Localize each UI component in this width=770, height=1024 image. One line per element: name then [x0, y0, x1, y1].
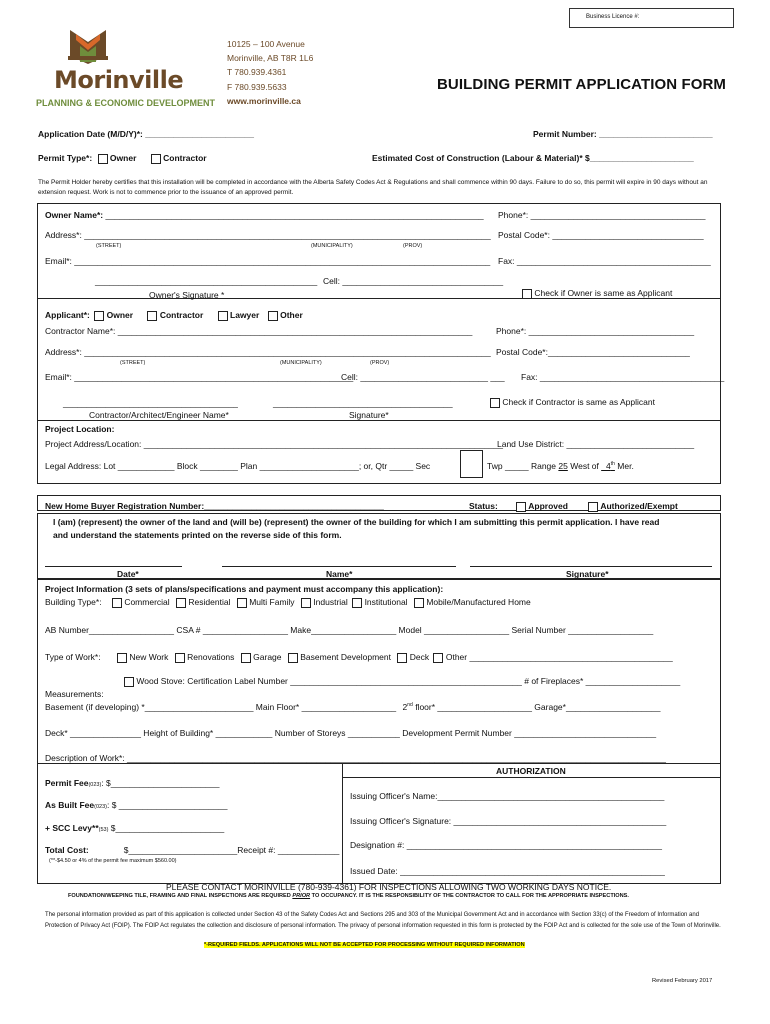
description-of-work-field[interactable]: Description of Work*: __________________________________________________________________________________________________________________: [45, 753, 666, 763]
applicant-owner-checkbox[interactable]: [94, 311, 104, 321]
address-line-2: Morinville, AB T8R 1L6: [227, 53, 314, 64]
contractor-same-label: Check if Contractor is same as Applicant: [502, 397, 655, 407]
range-value: 25: [558, 461, 568, 471]
work-new-checkbox[interactable]: [117, 653, 127, 663]
township-range-field[interactable]: [487, 461, 634, 471]
building-type-commercial-checkbox[interactable]: [112, 598, 122, 608]
work-deck-label: Deck: [409, 652, 430, 662]
permit-fee-field[interactable]: Permit Fee(023): $_______________________: [45, 778, 220, 788]
form-title: BUILDING PERMIT APPLICATION FORM: [437, 76, 727, 93]
fax-number: F 780.939.5633: [227, 81, 287, 92]
building-type-multi-family-checkbox[interactable]: [237, 598, 247, 608]
owner-signature-label: Owner's Signature *: [149, 290, 225, 300]
building-type-residential-label: Residential: [188, 597, 231, 607]
designation-field[interactable]: Designation #: ______________________________________________________: [350, 840, 662, 850]
work-basement-checkbox[interactable]: [288, 653, 298, 663]
total-cost-label: Total Cost:: [45, 845, 89, 855]
work-renovations-checkbox[interactable]: [175, 653, 185, 663]
fees-vertical-divider: [342, 763, 343, 884]
applicant-label: Applicant*:: [45, 310, 90, 320]
business-licence-label: Business Licence #:: [586, 14, 640, 20]
application-date-field[interactable]: Application Date (M/D/Y)*: _______________________: [38, 129, 254, 139]
permit-type-row: [38, 153, 207, 164]
prov-caption: (PROV): [370, 360, 390, 366]
status-approved-checkbox[interactable]: [516, 502, 526, 512]
twp-label: Twp _____ Range: [487, 461, 556, 471]
section-divider: [37, 420, 721, 421]
owner-signature-line[interactable]: _______________________________________________: [95, 276, 318, 286]
applicant-owner-label: Owner: [106, 310, 134, 320]
authorization-divider: [342, 777, 721, 778]
project-address-field[interactable]: Project Address/Location: ____________________________________________________________________________: [45, 439, 504, 449]
work-deck-checkbox[interactable]: [397, 653, 407, 663]
west-of-label: West of: [570, 461, 599, 471]
street-caption: (STREET): [96, 243, 122, 249]
building-type-multi-family-label: Multi Family: [249, 597, 295, 607]
land-use-district-field[interactable]: Land Use District: ___________________________: [497, 439, 695, 449]
inspection-contact-notice: PLEASE CONTACT MORINVILLE (780-939-4361) FOR INSPECTIONS ALLOWING TWO WORKING DAYS NOTICE.: [166, 882, 612, 892]
measurements-label: Measurements:: [45, 689, 104, 699]
authorization-heading: AUTHORIZATION: [496, 766, 566, 776]
permit-type-label: Permit Type*:: [38, 153, 93, 163]
morinville-logo: [36, 26, 226, 116]
owner-same-label: Check if Owner is same as Applicant: [534, 288, 673, 298]
second-floor-field[interactable]: 2nd floor* ____________________ Garage*____________________: [402, 702, 661, 712]
work-new-label: New Work: [129, 652, 169, 662]
basement-field[interactable]: Basement (if developing) *_______________________ Main Floor* ____________________: [45, 702, 397, 712]
type-of-work-label: Type of Work*:: [45, 652, 101, 662]
applicant-row: [45, 310, 303, 321]
signature-line[interactable]: [470, 566, 712, 567]
building-type-residential-checkbox[interactable]: [176, 598, 186, 608]
work-other-checkbox[interactable]: [433, 653, 443, 663]
issuing-officer-name-field[interactable]: Issuing Officer's Name:________________________________________________: [350, 791, 665, 801]
applicant-signature-line[interactable]: ______________________________________: [273, 398, 453, 408]
required-fields-notice: *-REQUIRED FIELDS. APPLICATIONS WILL NOT BE ACCEPTED FOR PROCESSING WITHOUT REQUIRED INFORMATION: [204, 942, 525, 948]
applicant-address-field[interactable]: Address*: ______________________________________________________________________________________: [45, 347, 491, 357]
street-caption: (STREET): [120, 360, 146, 366]
owner-name-field[interactable]: Owner Name*: ________________________________________________________________________________: [45, 210, 484, 220]
measurements-row[interactable]: [45, 702, 661, 712]
brand-department: PLANNING & ECONOMIC DEVELOPMENT: [36, 98, 216, 108]
meridian-value: _4th: [601, 461, 615, 471]
municipality-caption: (MUNICIPALITY): [280, 360, 322, 366]
owner-fax-field[interactable]: Fax: _________________________________________: [498, 256, 711, 266]
building-type-institutional-label: Institutional: [364, 597, 408, 607]
declaration-text-1: I (am) (represent) the owner of the land and (will be) (represent) the owner of the building for which I am submitting this permit application. I have read: [53, 517, 660, 527]
wood-stove-checkbox[interactable]: [124, 677, 134, 687]
building-type-institutional-checkbox[interactable]: [352, 598, 362, 608]
scc-levy-note: (**-$4.50 or 4% of the permit fee maximum $560.00): [49, 858, 177, 864]
applicant-lawyer-label: Lawyer: [230, 310, 260, 320]
status-approved-label: Approved: [528, 501, 568, 511]
permit-type-owner-label: Owner: [109, 153, 137, 163]
prov-caption: (PROV): [403, 243, 423, 249]
fees-divider: [37, 763, 721, 764]
type-of-work-row: [45, 652, 673, 663]
project-location-heading: Project Location:: [45, 424, 115, 434]
applicant-cell-field[interactable]: Cell: ___________________________ ___: [341, 372, 505, 382]
applicant-email-field[interactable]: Email*: ___________________________________________________________: [45, 372, 354, 382]
phone-number: T 780.939.4361: [227, 67, 287, 78]
permit-number-field[interactable]: Permit Number: ________________________: [533, 129, 713, 139]
new-home-registration-field[interactable]: New Home Buyer Registration Number:______________________________________: [45, 501, 384, 511]
owner-postal-field[interactable]: Postal Code*: ________________________________: [498, 230, 704, 240]
applicant-postal-field[interactable]: Postal Code*:______________________________: [496, 347, 690, 357]
business-licence-field[interactable]: [569, 8, 734, 28]
owner-same-checkbox[interactable]: [522, 289, 532, 299]
owner-same-as-applicant: [522, 288, 672, 299]
name-signature-line[interactable]: [222, 566, 456, 567]
applicant-lawyer-checkbox[interactable]: [218, 311, 228, 321]
permit-type-contractor-checkbox[interactable]: [151, 154, 161, 164]
building-type-mobile-label: Mobile/Manufactured Home: [426, 597, 531, 607]
applicant-fax-field[interactable]: Fax: _______________________________________: [521, 372, 725, 382]
applicant-other-label: Other: [280, 310, 303, 320]
building-type-industrial-label: Industrial: [313, 597, 348, 607]
applicant-other-checkbox[interactable]: [268, 311, 278, 321]
issued-date-field[interactable]: Issued Date: ________________________________________________________: [350, 866, 665, 876]
notice-text: The Permit Holder hereby certifies that this installation will be completed in accordance with the Alberta Safety Codes Act & Regulations and shall commence within 90 days. Failure to do so, this permit will expire in 90 days without an extension request. Work is not to commence prior to the issuance of an approved permit.: [38, 179, 708, 196]
total-cost-field[interactable]: Total Cost: $_______________________Receipt #: _____________: [45, 845, 340, 855]
project-info-heading: Project Information (3 sets of plans/specifications and payment must accompany this application):: [45, 584, 444, 594]
applicant-signature-label: Signature*: [349, 410, 389, 420]
cae-name-label: Contractor/Architect/Engineer Name*: [89, 410, 229, 420]
sec-field-box[interactable]: [460, 450, 483, 478]
contractor-same-checkbox[interactable]: [490, 398, 500, 408]
privacy-notice: The personal information provided as part of this application is collected under Section 43 of the Safety Codes Act and Sections 295 and 303 of the Municipal Government Act and in accordance with Section 33(c) of the Freedom of Information and Protection of Privacy Act (FOIP). The FOIP Act regulates the collection and disclosure of personal information. The privacy of personal information requested in this form is protected by the FOIP Act and is collected for the sole use of the Town of Morinville.: [45, 912, 721, 929]
name-label: Name*: [326, 569, 353, 579]
municipality-caption: (MUNICIPALITY): [311, 243, 353, 249]
status-authorized-label: Authorized/Exempt: [600, 501, 678, 511]
brand-name: Morinville: [54, 66, 184, 94]
building-type-row: [45, 597, 531, 608]
status-authorized-checkbox[interactable]: [588, 502, 598, 512]
scc-levy-field[interactable]: + SCC Levy**(53) $_______________________: [45, 823, 225, 833]
work-garage-label: Garage: [253, 652, 282, 662]
cae-signature-line[interactable]: _____________________________________: [63, 398, 238, 408]
signature-label: Signature*: [566, 569, 609, 579]
address-block: [227, 37, 313, 108]
owner-cell-field[interactable]: Cell: __________________________________: [323, 276, 504, 286]
owner-phone-field[interactable]: Phone*: _____________________________________: [498, 210, 706, 220]
as-built-fee-field[interactable]: As Built Fee(023): $ _______________________: [45, 800, 228, 810]
date-label: Date*: [117, 569, 139, 579]
contractor-name-field[interactable]: Contractor Name*: ___________________________________________________________________________: [45, 326, 473, 336]
work-renovations-label: Renovations: [187, 652, 235, 662]
legal-address-field[interactable]: Legal Address: Lot ____________ Block ________ Plan _____________________; or, Qtr _____ Sec: [45, 461, 431, 471]
owner-address-field[interactable]: Address*: ______________________________________________________________________________________: [45, 230, 491, 240]
status-label: Status:: [469, 501, 498, 511]
applicant-phone-field[interactable]: Phone*: ___________________________________: [496, 326, 695, 336]
estimated-cost-field[interactable]: Estimated Cost of Construction (Labour & Material)* $______________________: [372, 153, 694, 163]
building-type-mobile-checkbox[interactable]: [414, 598, 424, 608]
building-type-industrial-checkbox[interactable]: [301, 598, 311, 608]
declaration-text-2: and understand the statements printed on the reverse side of this form.: [53, 530, 342, 540]
foundation-notice: FOUNDATION/WEEPING TILE, FRAMING AND FINAL INSPECTIONS ARE REQUIRED PRIOR TO OCCUPANCY. IT IS THE RESPONSIBILITY OF THE CONTRACTOR TO CALL FOR THE APPROPRIATE INSPECTIONS.: [68, 893, 629, 899]
revised-date: Revised February 2017: [652, 978, 713, 984]
ab-number-row[interactable]: AB Number__________________ CSA # __________________ Make__________________ Model __________________ Serial Number __________________: [45, 625, 654, 635]
status-row: [469, 501, 678, 512]
work-basement-label: Basement Development: [300, 652, 391, 662]
date-signature-line[interactable]: [45, 566, 182, 567]
permit-type-contractor-label: Contractor: [163, 153, 207, 163]
meridian-label: Mer.: [617, 461, 634, 471]
permit-type-owner-checkbox[interactable]: [98, 154, 108, 164]
issuing-officer-signature-field[interactable]: Issuing Officer's Signature: _____________________________________________: [350, 816, 667, 826]
building-type-commercial-label: Commercial: [124, 597, 170, 607]
building-type-label: Building Type*:: [45, 597, 102, 607]
applicant-contractor-checkbox[interactable]: [147, 311, 157, 321]
work-other-field[interactable]: Other ___________________________________________: [445, 652, 673, 662]
deck-row[interactable]: Deck* _______________ Height of Building* ____________ Number of Storeys ___________ Development Permit Number ______________________________: [45, 728, 657, 738]
wood-stove-field[interactable]: Wood Stove: Certification Label Number _________________________________________________ # of Fireplaces* ____________________: [136, 676, 681, 686]
work-garage-checkbox[interactable]: [241, 653, 251, 663]
address-line-1: 10125 – 100 Avenue: [227, 39, 305, 49]
owner-email-field[interactable]: Email*: ________________________________________________________________________________________: [45, 256, 491, 266]
website: www.morinville.ca: [227, 95, 301, 106]
contractor-same-as-applicant: [490, 397, 655, 408]
wood-stove-row: [124, 676, 680, 687]
applicant-contractor-label: Contractor: [159, 310, 204, 320]
